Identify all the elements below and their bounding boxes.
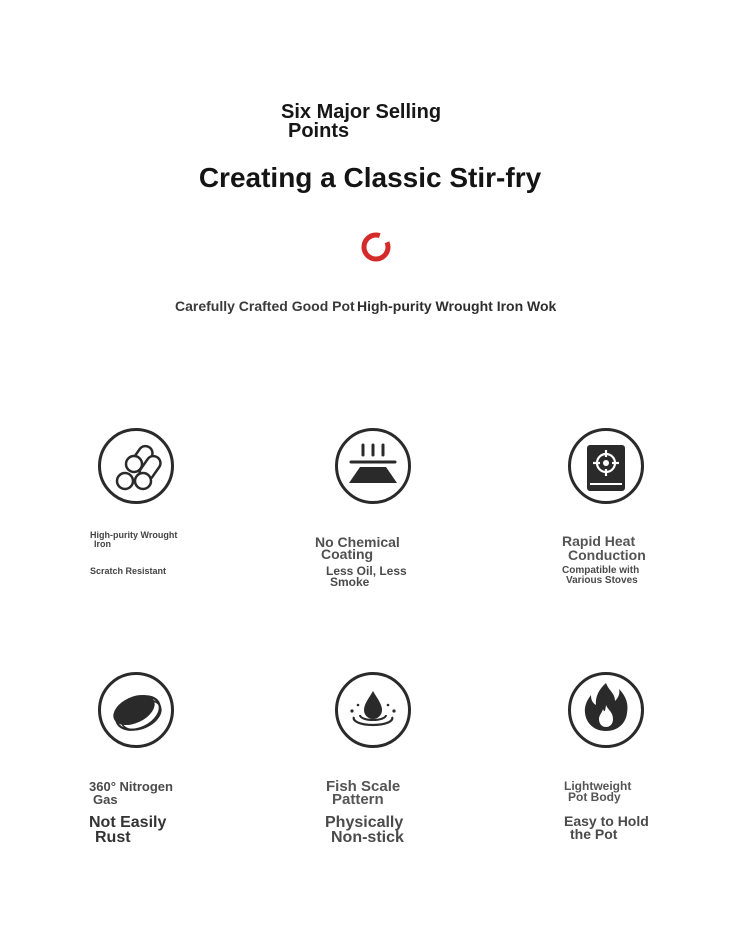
- section-subtitle-line1: Six Major Selling: [281, 101, 442, 123]
- feature-6-title-line1: Lightweight: [564, 779, 632, 793]
- section-subtitle-line2: Points: [288, 120, 350, 142]
- wok-steam-icon: [335, 428, 411, 504]
- feature-1-title: [90, 531, 177, 549]
- feature-4-title-line2: Gas: [93, 792, 118, 807]
- droplet-ripple-icon: [335, 672, 411, 748]
- feature-1-title-line2: Iron: [94, 539, 111, 549]
- feature-2-title-line1: No Chemical: [315, 534, 400, 550]
- feature-3-title: [562, 534, 646, 562]
- page-title: Creating a Classic Stir-fry: [198, 162, 542, 193]
- flame-icon: [568, 672, 644, 748]
- feature-6-desc-line1: Easy to Hold: [564, 813, 649, 829]
- feature-2-title-line2: Coating: [321, 546, 374, 562]
- tagline-left: Carefully Crafted Good Pot: [175, 298, 355, 314]
- feature-4-title: [89, 780, 173, 806]
- feature-5-desc: [325, 815, 404, 845]
- feature-2-title: [315, 536, 400, 560]
- feature-5-desc-line1: Physically: [325, 814, 404, 831]
- feature-5-title: [326, 780, 400, 806]
- tagline-right: High-purity Wrought Iron Wok: [357, 298, 557, 314]
- nitrogen-disc-icon: [98, 672, 174, 748]
- feature-4-desc: [89, 815, 166, 845]
- feature-6-title-line2: Pot Body: [568, 790, 621, 804]
- feature-3-desc: [562, 566, 639, 586]
- seal-logo-icon: [359, 230, 393, 264]
- feature-3-desc-line2: Various Stoves: [566, 575, 638, 586]
- feature-1-title-line1: High-purity Wrought: [90, 530, 178, 540]
- feature-3-desc-line1: Compatible with: [562, 565, 640, 576]
- feature-1-desc: Scratch Resistant: [90, 566, 167, 576]
- feature-2-desc-line1: Less Oil, Less: [326, 564, 407, 578]
- feature-5-desc-line2: Non-stick: [331, 829, 404, 846]
- feature-5-title-line2: Pattern: [332, 791, 384, 808]
- stove-target-icon: [568, 428, 644, 504]
- feature-3-title-line1: Rapid Heat: [562, 533, 636, 549]
- feature-3-title-line2: Conduction: [568, 547, 646, 563]
- feature-4-title-line1: 360° Nitrogen: [89, 779, 173, 794]
- section-subtitle: [281, 103, 481, 141]
- feature-6-desc: [564, 815, 649, 841]
- iron-bars-icon: [98, 428, 174, 504]
- feature-2-desc: [326, 566, 407, 588]
- feature-5-title-line1: Fish Scale: [326, 778, 401, 795]
- feature-4-desc-line2: Rust: [95, 829, 131, 846]
- feature-2-desc-line2: Smoke: [330, 575, 370, 589]
- feature-6-title: [564, 781, 631, 803]
- feature-4-desc-line1: Not Easily: [89, 814, 167, 831]
- feature-6-desc-line2: the Pot: [570, 826, 618, 842]
